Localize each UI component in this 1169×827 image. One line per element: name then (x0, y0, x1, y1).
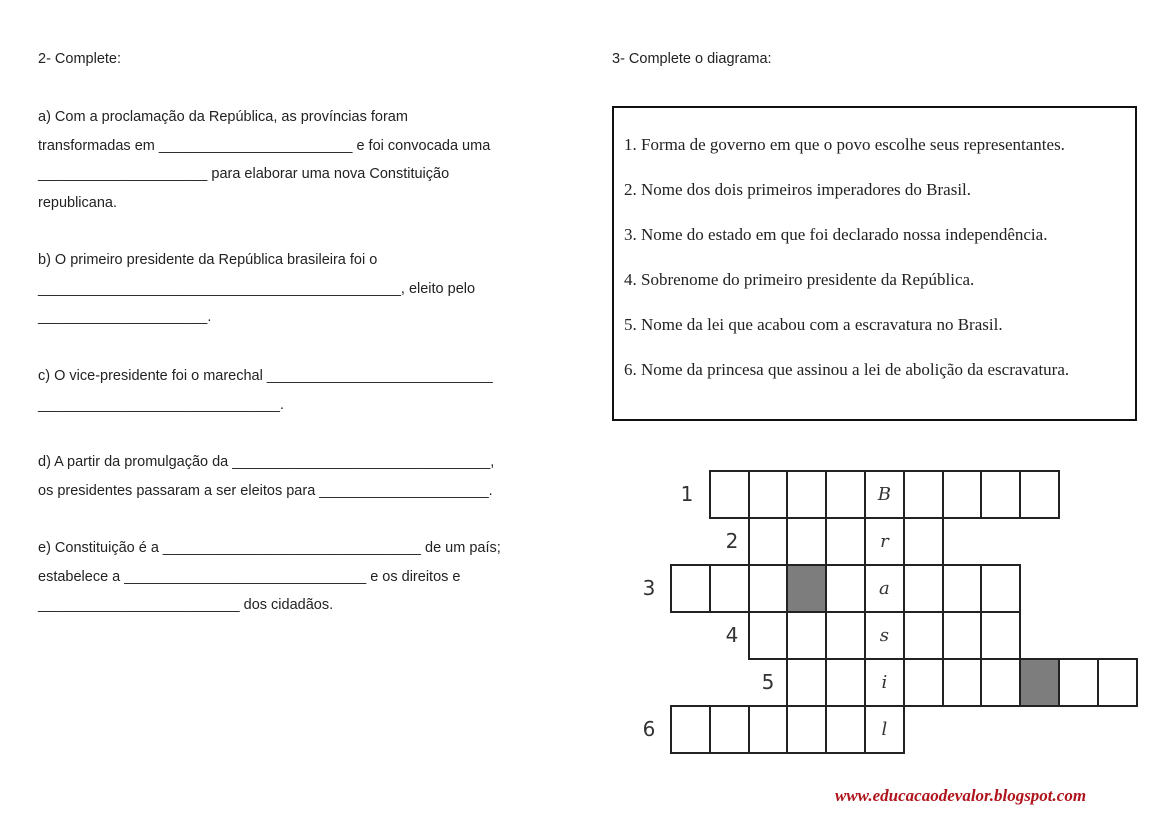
exercise-line: _________________________ dos cidadãos. (38, 597, 334, 614)
exercise-line: a) Com a proclamação da República, as províncias foram (38, 109, 408, 125)
footer-url[interactable]: www.educacaodevalor.blogspot.com (835, 786, 1087, 805)
exercise-line: e) Constituição é a ________________________________ de um país; (38, 540, 501, 556)
crossword-cell[interactable] (786, 705, 827, 754)
crossword-cell[interactable] (980, 564, 1021, 613)
crossword-cell[interactable] (1058, 658, 1099, 707)
section2-heading: 2- Complete: (38, 51, 122, 67)
crossword-cell[interactable] (903, 517, 944, 566)
crossword-cell[interactable] (748, 517, 789, 566)
crossword-cell[interactable] (786, 564, 827, 613)
key-letter-cell[interactable]: s (864, 611, 905, 660)
crossword-cell[interactable] (748, 705, 789, 754)
crossword-cell[interactable] (709, 564, 750, 613)
key-letter-cell[interactable]: i (864, 658, 905, 707)
exercise-line: _____________________ para elaborar uma nova Constituição (38, 166, 450, 183)
crossword-cell[interactable] (748, 564, 789, 613)
clue-item: 2. Nome dos dois primeiros imperadores do Brasil. (624, 180, 972, 199)
crossword-cell[interactable] (1019, 658, 1060, 707)
row-number: 1 (680, 482, 694, 506)
crossword-cell[interactable] (825, 658, 866, 707)
crossword-cell[interactable] (825, 517, 866, 566)
clue-item: 1. Forma de governo em que o povo escolhe seus representantes. (624, 135, 1065, 154)
exercise-line: ______________________________. (38, 396, 284, 413)
clue-item: 6. Nome da princesa que assinou a lei de abolição da escravatura. (624, 360, 1070, 379)
crossword-cell[interactable] (825, 470, 866, 519)
crossword-cell[interactable] (786, 517, 827, 566)
row-number: 5 (761, 670, 775, 694)
row-number: 6 (642, 717, 656, 741)
crossword-cell[interactable] (942, 658, 983, 707)
crossword-cell[interactable] (670, 705, 711, 754)
row-number: 4 (725, 623, 739, 647)
key-letter-cell[interactable]: l (864, 705, 905, 754)
crossword-cell[interactable] (1097, 658, 1138, 707)
exercise-line: _____________________________________________, eleito pelo (38, 280, 476, 297)
key-letter-cell[interactable]: B (864, 470, 905, 519)
clue-item: 3. Nome do estado em que foi declarado nossa independência. (624, 225, 1048, 244)
crossword-cell[interactable] (825, 611, 866, 660)
crossword-cell[interactable] (1019, 470, 1060, 519)
crossword-cell[interactable] (942, 611, 983, 660)
crossword-cell[interactable] (980, 658, 1021, 707)
crossword-cell[interactable] (670, 564, 711, 613)
exercise-line: republicana. (38, 195, 117, 212)
clue-item: 4. Sobrenome do primeiro presidente da República. (624, 270, 975, 289)
crossword-cell[interactable] (748, 470, 789, 519)
key-letter-cell[interactable]: a (864, 564, 905, 613)
crossword-cell[interactable] (786, 611, 827, 660)
exercise-line: transformadas em ________________________ e foi convocada uma (38, 137, 491, 154)
crossword-cell[interactable] (942, 470, 983, 519)
crossword-cell[interactable] (786, 658, 827, 707)
crossword-cell[interactable] (903, 470, 944, 519)
exercise-line: _____________________. (38, 309, 212, 326)
crossword-cell[interactable] (748, 611, 789, 660)
clues-box (612, 106, 1137, 421)
crossword-cell[interactable] (709, 705, 750, 754)
key-letter-cell[interactable]: r (864, 517, 905, 566)
crossword-cell[interactable] (903, 611, 944, 660)
crossword-cell[interactable] (980, 611, 1021, 660)
exercise-line: os presidentes passaram a ser eleitos para _____________________. (38, 482, 493, 499)
crossword-cell[interactable] (709, 470, 750, 519)
exercise-line: d) A partir da promulgação da ________________________________, (38, 454, 495, 470)
clue-item: 5. Nome da lei que acabou com a escravatura no Brasil. (624, 315, 1003, 334)
exercise-line: b) O primeiro presidente da República brasileira foi o (38, 252, 378, 268)
section3-heading: 3- Complete o diagrama: (612, 51, 772, 67)
crossword-cell[interactable] (942, 564, 983, 613)
row-number: 3 (642, 576, 656, 600)
crossword-cell[interactable] (786, 470, 827, 519)
crossword-cell[interactable] (825, 564, 866, 613)
crossword-cell[interactable] (903, 564, 944, 613)
crossword-cell[interactable] (825, 705, 866, 754)
crossword-cell[interactable] (903, 658, 944, 707)
exercise-line: c) O vice-presidente foi o marechal ____________________________ (38, 368, 493, 384)
exercise-line: estabelece a ______________________________ e os direitos e (38, 568, 461, 585)
row-number: 2 (725, 529, 739, 553)
crossword-cell[interactable] (980, 470, 1021, 519)
